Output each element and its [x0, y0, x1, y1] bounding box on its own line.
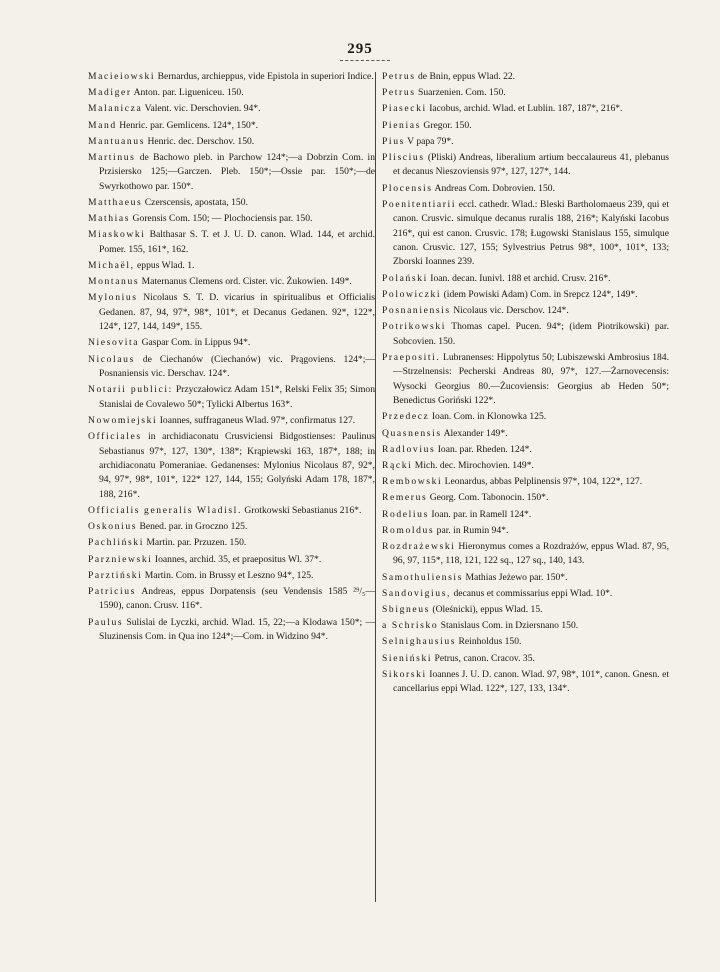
index-entry: [382, 571, 669, 585]
index-entry: [382, 635, 669, 649]
entry-headword: Nowomiejski: [88, 414, 158, 426]
entry-text: Iacobus, archid. Wlad. et Lublin. 187, 187*, 216*.: [429, 103, 623, 115]
entry-text: Leonardus, abbas Pelplinensis 97*, 104, 122*, 127.: [444, 476, 643, 488]
entry-headword: Sandovigius,: [382, 587, 452, 599]
entry-headword: Notarii publici:: [88, 384, 173, 396]
index-entry: [88, 536, 375, 550]
index-entry: [88, 616, 375, 645]
entry-text: Henric. dec. Derschov. 150.: [147, 135, 255, 147]
entry-headword: Quasnensis: [382, 427, 442, 439]
entry-headword: Polański: [382, 272, 428, 284]
entry-text: Andreas Com. Dobrovien. 150.: [434, 182, 555, 194]
entry-text: Ioan. par. Rheden. 124*.: [437, 443, 532, 455]
entry-text: Ioannes, archid. 35, et praepositus Wl. 37*.: [154, 553, 322, 565]
index-entry: [88, 275, 375, 289]
index-entry: [382, 508, 669, 522]
index-entry: [382, 288, 669, 302]
entry-headword: a Schrisko: [382, 620, 439, 632]
index-entry: [382, 320, 669, 349]
entry-headword: Mand: [88, 119, 117, 131]
index-entry: [382, 151, 669, 180]
index-entry: [88, 102, 375, 116]
entry-headword: Praepositi.: [382, 351, 441, 363]
index-entry: [88, 414, 375, 428]
entry-headword: Sieniński: [382, 652, 433, 664]
entry-headword: Petrus: [382, 87, 416, 99]
entry-headword: Remerus: [382, 492, 428, 504]
entry-text: Valent. vic. Derschovien. 94*.: [144, 103, 261, 115]
entry-headword: Malanicza: [88, 103, 143, 115]
entry-text: (Oleśnicki), eppus Wlad. 15.: [432, 603, 543, 615]
entry-headword: Parztiński: [88, 569, 143, 581]
index-entry: [382, 603, 669, 617]
entry-text: Ioannes J. U. D. canon. Wlad. 97, 98*, 101*, canon. Gnesn. et cancellarius eppi Wlad. 122*, 127, 133, 134*.: [393, 668, 669, 695]
index-entry: [88, 291, 375, 334]
index-entry: [88, 383, 375, 412]
entry-text: Andreas, eppus Dorpatensis (seu Vendensis 1585 ²⁹/₅—1590), canon. Crusv. 116*.: [99, 585, 375, 612]
index-entry: [382, 540, 669, 569]
column-divider: [375, 72, 376, 902]
index-entry: [88, 336, 375, 350]
index-entry: [382, 652, 669, 666]
entry-text: Thomas capel. Pucen. 94*; (idem Piotrikowski) par. Sobcovien. 150.: [393, 321, 669, 347]
index-entry: [382, 443, 669, 457]
entry-headword: Matthaeus: [88, 197, 143, 209]
entry-text: Ioan. Com. in Klonowka 125.: [431, 411, 547, 423]
entry-headword: Selnighausius: [382, 636, 457, 648]
index-entry: [382, 351, 669, 409]
index-entry: [382, 86, 669, 100]
entry-headword: Niesovita: [88, 337, 140, 349]
entry-text: Alexander 149*.: [443, 427, 508, 439]
entry-text: Ioannes, suffraganeus Wlad. 97*, confirmatus 127.: [159, 414, 356, 426]
entry-text: Gregor. 150.: [423, 119, 472, 131]
index-entry: [382, 619, 669, 633]
entry-text: Gorensis Com. 150; — Plochociensis par. 150.: [132, 213, 313, 225]
entry-text: Georg. Com. Tabonocin. 150*.: [429, 492, 549, 504]
entry-text: Nicolaus S. T. D. vicarius in spiritualibus et Officialis Gedanen. 87, 94, 97*, 98*, 101*, et Decanus Gedanen. 92*, 122*, 124*, 127, 144, 149*, 155.: [99, 292, 375, 333]
index-entry: [88, 520, 375, 534]
entry-headword: Polowiczki: [382, 288, 442, 300]
index-entry: [382, 410, 669, 424]
entry-headword: Oskonius: [88, 521, 138, 533]
entry-headword: Radlovius: [382, 443, 436, 455]
entry-headword: Rodelius: [382, 508, 429, 520]
entry-headword: Petrus: [382, 71, 416, 82]
index-entry: [382, 475, 669, 489]
index-entry: [382, 135, 669, 149]
entry-text: Suarzenien. Com. 150.: [418, 87, 506, 99]
entry-text: Lubranenses: Hippolytus 50; Lubiszewski Ambrosius 184.—Strzelnensis: Pecherski Andreas 80, 97*, 127.—Żarnovecensis: Wysocki Georgius 80.—Żucoviensis: Georgius ab Heden 50*; Benedictus Goriński 122*.: [393, 351, 669, 407]
entry-headword: Officialis generalis Wladisl.: [88, 504, 242, 516]
entry-text: Przyczałowicz Adam 151*, Relski Felix 35; Simon Stanislai de Covalewo 50*; Tylicki Albertus 163*.: [99, 384, 375, 410]
index-entry: [88, 119, 375, 133]
entry-text: Ioan. decan. Iunivl. 188 et archid. Crusv. 216*.: [430, 272, 611, 284]
entry-text: Grotkowski Sebastianus 216*.: [244, 504, 362, 516]
entry-text: Petrus, canon. Cracov. 35.: [434, 652, 535, 664]
entry-headword: Montanus: [88, 276, 140, 288]
entry-headword: Rozdrażewski: [382, 540, 456, 552]
entry-headword: Parzniewski: [88, 553, 153, 565]
entry-headword: Madiger: [88, 87, 132, 99]
page-number: 295: [347, 41, 373, 57]
entry-text: decanus et commissarius eppi Wlad. 10*.: [453, 587, 613, 599]
entry-headword: Michaël,: [88, 260, 135, 272]
entry-headword: Rembowski: [382, 476, 443, 488]
entry-text: Bened. par. in Groczno 125.: [139, 521, 248, 533]
entry-headword: Plocensis: [382, 182, 433, 194]
index-entry: [88, 135, 375, 149]
entry-headword: Sbigneus: [382, 603, 430, 615]
index-entry: [382, 524, 669, 538]
entry-headword: Pachliński: [88, 537, 144, 549]
index-entry: [88, 86, 375, 100]
entry-text: (idem Powiski Adam) Com. in Srepcz 124*, 149*.: [443, 288, 638, 300]
entry-text: in archidiaconatu Crusviciensi Bidgostienses: Paulinus Sebastianus 97*, 127, 130*, 138*; Krąpiewski 163, 187*, 188; in archidiaconatu Pomeraniae. Gedanenses: Mylonius Nicolaus 87, 92*, 94, 97*, 98*, 101*, 122* 127, 144, 155; Golyński Adam 178, 187*, 188, 216*.: [99, 431, 375, 500]
entry-headword: Potrikowski: [382, 321, 446, 333]
index-entry: [382, 119, 669, 133]
index-entry: [382, 272, 669, 286]
index-entry: [382, 182, 669, 196]
index-entry: [382, 587, 669, 601]
index-entry: [88, 212, 375, 226]
index-entry: [88, 553, 375, 567]
entry-headword: Piasecki: [382, 103, 427, 115]
entry-headword: Miaskowki: [88, 229, 146, 241]
entry-text: Ioan. par. in Ramell 124*.: [431, 508, 532, 520]
index-entry: [382, 102, 669, 116]
index-entry: [88, 504, 375, 518]
entry-text: Mich. dec. Mirochovien. 149*.: [414, 459, 534, 471]
entry-headword: Patricius: [88, 585, 136, 597]
entry-text: de Bnin, eppus Wlad. 22.: [418, 71, 516, 82]
index-entry: [382, 198, 669, 270]
entry-text: par. in Rumin 94*.: [436, 524, 509, 536]
entry-text: Sulislai de Lyczki, archid. Wlad. 15, 22;—a Klodawa 150*; — Sluzinensis Com. in Qua ino 124*;—Com. in Widzino 94*.: [99, 616, 375, 642]
entry-headword: Mylonius: [88, 292, 138, 304]
entry-headword: Romoldus: [382, 524, 435, 536]
index-column-left: [88, 70, 375, 950]
index-entry: [88, 151, 375, 194]
index-column-right: [382, 70, 669, 950]
entry-headword: Pius: [382, 135, 405, 147]
entry-text: Gaspar Com. in Lippus 94*.: [141, 337, 251, 349]
entry-text: Reinholdus 150.: [458, 636, 522, 648]
entry-headword: Pienias: [382, 119, 421, 131]
entry-headword: Martinus: [88, 152, 136, 164]
entry-headword: Przedecz: [382, 411, 430, 423]
index-entry: [88, 228, 375, 257]
entry-text: Maternanus Clemens ord. Cister. vic. Żukowien. 149*.: [141, 276, 352, 288]
index-entry: [382, 459, 669, 473]
entry-text: Mathias Jeżewo par. 150*.: [465, 571, 568, 583]
entry-text: Hieronymus comes a Rozdrażów, eppus Wlad. 87, 95, 96, 97, 115*, 118, 121, 122 sq., 127 sq., 140, 143.: [393, 540, 669, 567]
entry-headword: Sikorski: [382, 668, 427, 680]
index-entry: [88, 569, 375, 583]
page-number-rule: [340, 60, 390, 61]
index-entry: [88, 430, 375, 502]
entry-text: Czerscensis, apostata, 150.: [144, 197, 248, 209]
entry-headword: Paulus: [88, 616, 124, 628]
entry-text: Balthasar S. T. et J. U. D. canon. Wlad. 144, et archid. Pomer. 155, 161*, 162.: [99, 229, 375, 255]
entry-text: eppus Wlad. 1.: [137, 260, 195, 272]
entry-text: eccl. cathedr. Wlad.: Bleski Bartholomaeus 239, qui et canon. Crusvic. simulque decanus ruralis 188, 216*; Kalyński Iacobus 216*, qui est canon. Crusvic. 178; Ługowski Stanislaus 155, simulque canon. Crusvic. 127, 155; Sylvestrius Petrus 98*, 100*, 101*, 133; Zborski Ioannes 239.: [393, 198, 669, 268]
index-entry: [382, 668, 669, 697]
entry-text: de Bachowo pleb. in Parchow 124*;—a Dobrzin Com. in Przisiersko 125;—Garczen. Pleb. 150*;—Ossie par. 150*;—de Swyrkothowo par. 150*.: [99, 152, 375, 192]
index-entry: [88, 259, 375, 273]
entry-text: Stanislaus Com. in Dziersnano 150.: [440, 620, 579, 632]
index-entry: [382, 304, 669, 318]
entry-headword: Officiales: [88, 431, 142, 443]
index-entry: [88, 353, 375, 382]
index-entry: [382, 70, 669, 84]
index-entry: [382, 427, 669, 441]
entry-text: de Ciechanów (Ciechanów) vic. Prągoviens. 124*;—Posnaniensis vic. Derschav. 124*.: [99, 353, 375, 380]
entry-text: Henric. par. Gemlicens. 124*, 150*.: [119, 119, 259, 131]
entry-headword: Nicolaus: [88, 353, 135, 365]
index-entry: [382, 491, 669, 505]
entry-headword: Poenitentiarii: [382, 198, 457, 210]
entry-headword: Mathias: [88, 213, 131, 225]
entry-text: Bernardus, archieppus, vide Epistola in superiori Indice.: [157, 71, 374, 82]
entry-text: Anton. par. Ligueniceu. 150.: [133, 87, 244, 99]
entry-text: Nicolaus vic. Derschov. 124*.: [453, 305, 569, 317]
entry-headword: Rącki: [382, 459, 413, 471]
entry-headword: Samothuliensis: [382, 571, 464, 583]
entry-text: V papa 79*.: [407, 135, 454, 147]
entry-headword: Mantuanus: [88, 135, 146, 147]
entry-text: Martin. par. Przuzen. 150.: [146, 537, 247, 549]
entry-headword: Pliscius: [382, 152, 425, 164]
entry-text: Martin. Com. in Brussy et Leszno 94*, 125.: [144, 569, 314, 581]
index-entry: [88, 585, 375, 614]
index-entry: [88, 196, 375, 210]
entry-text: (Pliski) Andreas, liberalium artium beccalaureus 41, plebanus et decanus Nieszoviensis 97*, 127, 127*, 144.: [393, 152, 669, 178]
entry-headword: Macieiowski: [88, 71, 156, 82]
index-entry: [88, 70, 375, 84]
entry-headword: Posnaniensis: [382, 305, 451, 317]
